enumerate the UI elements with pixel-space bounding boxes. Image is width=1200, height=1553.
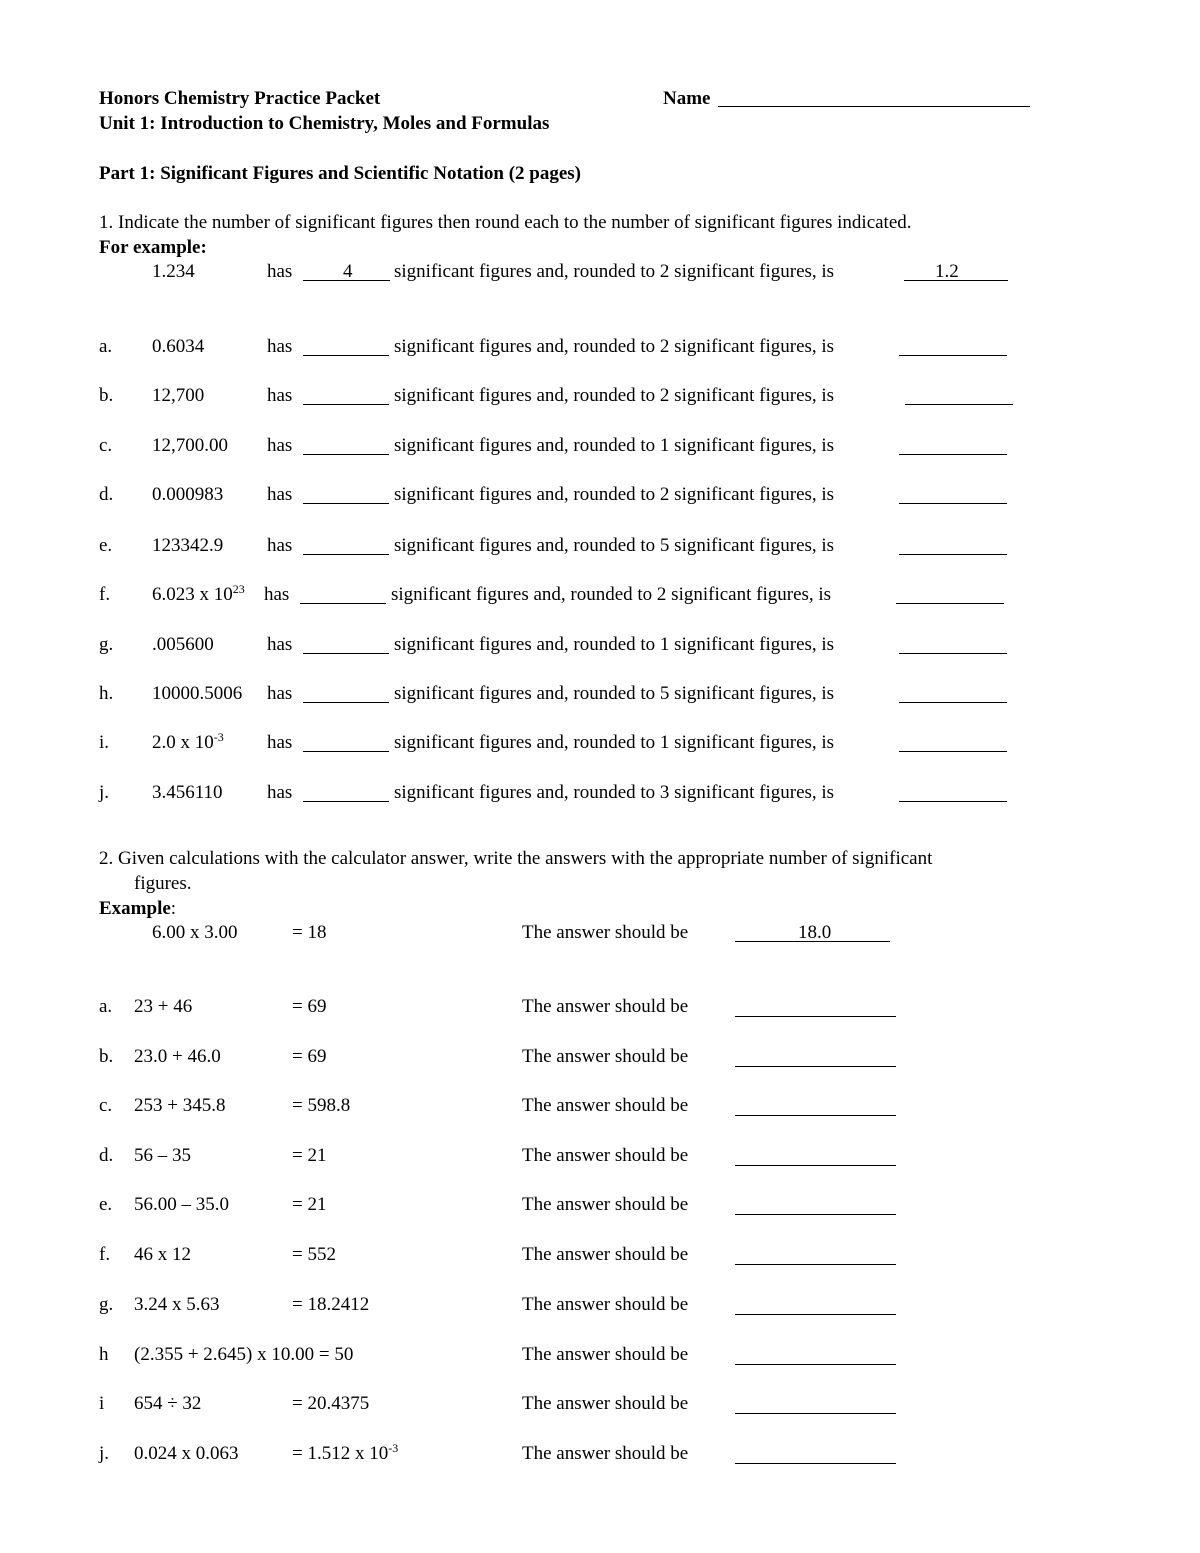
item-expression: 56 – 35 — [134, 1145, 191, 1166]
answer-blank[interactable] — [735, 1314, 896, 1315]
item-expression: 0.024 x 0.063 — [134, 1443, 239, 1464]
item-result — [292, 1047, 326, 1066]
item-number-value: 10000.5006 — [152, 683, 243, 704]
rounded-answer-blank[interactable] — [899, 801, 1007, 802]
item-number-value: 0.000983 — [152, 484, 224, 505]
item-text: significant figures and, rounded to 1 significant figures, is — [394, 435, 835, 456]
part1-heading: Part 1: Significant Figures and Scientific Notation (2 pages) — [99, 163, 582, 184]
example-label-colon: : — [170, 898, 177, 919]
item-number-value: 3.456110 — [152, 782, 223, 803]
item-text: significant figures and, rounded to 2 significant figures, is — [394, 484, 835, 505]
item-result-value: = 18.2412 — [292, 1294, 370, 1315]
item-answer-label: The answer should be — [522, 1244, 689, 1265]
item-has: has — [267, 683, 293, 704]
sigfigs-answer-blank[interactable] — [303, 653, 389, 654]
sigfigs-answer-blank[interactable] — [303, 702, 389, 703]
item-letter: e. — [99, 535, 113, 556]
item-answer-label: The answer should be — [522, 1443, 689, 1464]
item-text: significant figures and, rounded to 1 significant figures, is — [394, 634, 835, 655]
name-label: Name — [663, 88, 711, 109]
rounded-answer-blank[interactable] — [899, 702, 1007, 703]
rounded-answer-blank[interactable] — [899, 503, 1007, 504]
example-sigfigs-answer: 4 — [343, 261, 353, 282]
item-letter: d. — [99, 1145, 114, 1166]
example-number: 1.234 — [152, 261, 195, 282]
item-result-exponent: -3 — [388, 1441, 399, 1455]
item-has: has — [267, 634, 293, 655]
item-answer-label: The answer should be — [522, 1344, 689, 1365]
example-answer-label: The answer should be — [522, 922, 689, 943]
item-has: has — [267, 535, 293, 556]
sigfigs-answer-blank[interactable] — [303, 751, 389, 752]
item-answer-label: The answer should be — [522, 1393, 689, 1414]
item-expression: 3.24 x 5.63 — [134, 1294, 220, 1315]
rounded-answer-blank[interactable] — [899, 454, 1007, 455]
item-number-value: 123342.9 — [152, 535, 224, 556]
sigfigs-answer-blank[interactable] — [303, 454, 389, 455]
item-number — [152, 783, 223, 802]
item-letter: c. — [99, 1095, 113, 1116]
rounded-answer-blank[interactable] — [896, 603, 1004, 604]
item-expression: 46 x 12 — [134, 1244, 191, 1265]
question1-prompt: 1. Indicate the number of significant figures then round each to the number of significant figures indicated. — [99, 212, 912, 233]
item-text: significant figures and, rounded to 2 significant figures, is — [394, 336, 835, 357]
item-expression: 654 ÷ 32 — [134, 1393, 202, 1414]
item-number — [152, 582, 245, 605]
item-text: significant figures and, rounded to 3 significant figures, is — [394, 782, 835, 803]
item-text: significant figures and, rounded to 2 significant figures, is — [391, 584, 832, 605]
item-letter: b. — [99, 385, 114, 406]
item-letter: g. — [99, 1294, 114, 1315]
item-expression: 23 + 46 — [134, 996, 193, 1017]
item-text: significant figures and, rounded to 5 significant figures, is — [394, 683, 835, 704]
item-number-value: 2.0 x 10 — [152, 732, 214, 753]
item-answer-label: The answer should be — [522, 1145, 689, 1166]
item-text: significant figures and, rounded to 5 significant figures, is — [394, 535, 835, 556]
rounded-answer-blank[interactable] — [899, 653, 1007, 654]
item-number-value: 0.6034 — [152, 336, 205, 357]
item-letter: g. — [99, 634, 114, 655]
answer-blank[interactable] — [735, 1066, 896, 1067]
item-result — [292, 1441, 399, 1464]
item-number-value: 12,700 — [152, 385, 205, 406]
sigfigs-answer-blank[interactable] — [303, 554, 389, 555]
item-result-value: = 1.512 x 10 — [292, 1443, 389, 1464]
item-number-value: 6.023 x 10 — [152, 584, 233, 605]
item-text: significant figures and, rounded to 1 significant figures, is — [394, 732, 835, 753]
item-has: has — [267, 732, 293, 753]
item-result-value: = 552 — [292, 1244, 336, 1265]
item-letter: f. — [99, 1244, 111, 1265]
example-expression: 6.00 x 3.00 — [152, 922, 238, 943]
item-expression: (2.355 + 2.645) x 10.00 = 50 — [134, 1344, 354, 1365]
item-result — [292, 1096, 350, 1115]
item-has: has — [267, 336, 293, 357]
item-letter: j. — [99, 1443, 110, 1464]
answer-blank[interactable] — [735, 1264, 896, 1265]
question1-example-label: For example: — [99, 237, 207, 258]
item-result-value: = 21 — [292, 1194, 327, 1215]
item-expression: 253 + 345.8 — [134, 1095, 226, 1116]
item-answer-label: The answer should be — [522, 1095, 689, 1116]
item-answer-label: The answer should be — [522, 1046, 689, 1067]
name-field[interactable] — [718, 106, 1030, 107]
item-exponent: -3 — [213, 730, 224, 744]
item-number — [152, 386, 204, 405]
question2-example-label — [99, 899, 176, 918]
item-number-value: .005600 — [152, 634, 214, 655]
item-letter: c. — [99, 435, 113, 456]
answer-blank[interactable] — [735, 1214, 896, 1215]
example-has: has — [267, 261, 293, 282]
rounded-answer-blank[interactable] — [899, 751, 1007, 752]
rounded-answer-blank[interactable] — [905, 404, 1013, 405]
item-letter: j. — [99, 782, 110, 803]
item-letter: i. — [99, 732, 110, 753]
answer-blank[interactable] — [735, 1463, 896, 1464]
example-label-text: Example — [99, 898, 171, 919]
item-text: significant figures and, rounded to 2 significant figures, is — [394, 385, 835, 406]
item-answer-label: The answer should be — [522, 1294, 689, 1315]
sigfigs-answer-blank[interactable] — [303, 801, 389, 802]
rounded-answer-blank[interactable] — [899, 554, 1007, 555]
sigfigs-answer-blank[interactable] — [303, 355, 389, 356]
sigfigs-answer-blank[interactable] — [303, 503, 389, 504]
answer-blank[interactable] — [735, 1165, 896, 1166]
item-letter: e. — [99, 1194, 113, 1215]
unit-title: Unit 1: Introduction to Chemistry, Moles and Formulas — [99, 113, 550, 134]
item-letter: b. — [99, 1046, 114, 1067]
item-answer-label: The answer should be — [522, 1194, 689, 1215]
item-number — [152, 684, 242, 703]
item-result — [292, 1245, 336, 1264]
item-result — [292, 1394, 369, 1413]
item-number — [152, 436, 228, 455]
item-result-value: = 21 — [292, 1145, 327, 1166]
example-mid-text: significant figures and, rounded to 2 significant figures, is — [394, 261, 835, 282]
item-has: has — [267, 782, 293, 803]
item-letter: h. — [99, 683, 114, 704]
item-result — [292, 1146, 326, 1165]
sigfigs-answer-blank[interactable] — [303, 404, 389, 405]
item-result — [292, 1195, 326, 1214]
item-letter: i — [99, 1393, 105, 1414]
packet-title: Honors Chemistry Practice Packet — [99, 88, 381, 109]
item-letter: a. — [99, 336, 113, 357]
rounded-answer-blank[interactable] — [899, 355, 1007, 356]
item-exponent: 23 — [232, 582, 245, 596]
answer-blank[interactable] — [735, 1115, 896, 1116]
item-number — [152, 485, 223, 504]
question2-prompt-line2: figures. — [134, 873, 192, 894]
item-has: has — [267, 385, 293, 406]
answer-blank[interactable] — [735, 1016, 896, 1017]
item-result-value: = 20.4375 — [292, 1393, 370, 1414]
example-answer: 18.0 — [798, 922, 832, 943]
item-result-value: = 69 — [292, 1046, 327, 1067]
item-answer-label: The answer should be — [522, 996, 689, 1017]
item-has: has — [267, 435, 293, 456]
answer-blank[interactable] — [735, 1364, 896, 1365]
item-letter: f. — [99, 584, 111, 605]
item-number — [152, 536, 223, 555]
item-number-value: 12,700.00 — [152, 435, 228, 456]
example-result: = 18 — [292, 922, 327, 943]
item-expression: 23.0 + 46.0 — [134, 1046, 221, 1067]
item-letter: a. — [99, 996, 113, 1017]
sigfigs-answer-blank[interactable] — [300, 603, 386, 604]
item-result-value: = 598.8 — [292, 1095, 351, 1116]
item-result — [292, 997, 326, 1016]
item-result-value: = 69 — [292, 996, 327, 1017]
item-expression: 56.00 – 35.0 — [134, 1194, 229, 1215]
example-rounded-answer: 1.2 — [935, 261, 959, 282]
answer-blank[interactable] — [735, 1413, 896, 1414]
item-result — [292, 1295, 369, 1314]
item-number — [152, 337, 204, 356]
item-number — [152, 730, 224, 753]
item-letter: h — [99, 1344, 109, 1365]
item-has: has — [264, 584, 290, 605]
question2-prompt-line1: 2. Given calculations with the calculator answer, write the answers with the appropriate number of significant — [99, 848, 933, 869]
item-letter: d. — [99, 484, 114, 505]
item-has: has — [267, 484, 293, 505]
item-number — [152, 635, 214, 654]
